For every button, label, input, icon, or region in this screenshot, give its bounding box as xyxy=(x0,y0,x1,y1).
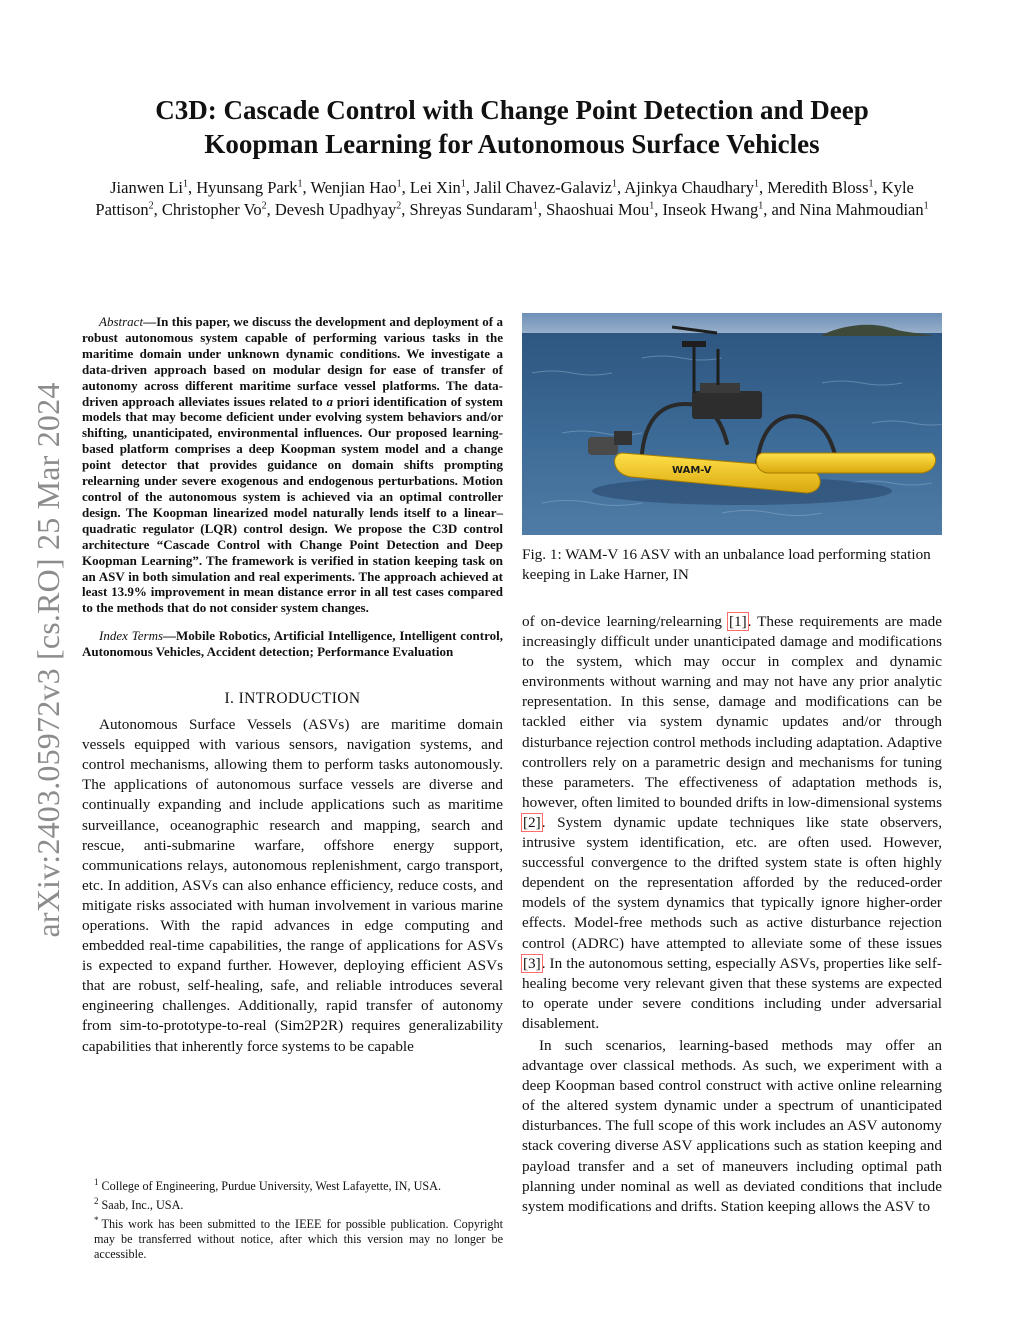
author-affiliation-mark: 1 xyxy=(868,178,874,190)
boat-photo-illustration xyxy=(522,313,942,535)
index-terms-label: Index Terms xyxy=(99,628,164,644)
footnote-text-2: Saab, Inc., USA. xyxy=(101,1198,184,1213)
footnote-affiliation-2 xyxy=(82,1194,503,1213)
author-affiliation-mark: 1 xyxy=(923,200,929,212)
author-affiliation-mark: 2 xyxy=(261,200,267,212)
author-name: Wenjian Hao xyxy=(310,178,397,197)
author-name: Meredith Bloss xyxy=(767,178,869,197)
right-p1-text-a: of on-device learning/relearning xyxy=(522,613,728,630)
author-name: Christopher Vo xyxy=(161,200,262,219)
left-column xyxy=(82,314,503,1057)
citation-link-3[interactable]: [3] xyxy=(523,954,541,972)
author-affiliation-mark: 1 xyxy=(183,178,188,190)
author-affiliation-mark: 1 xyxy=(460,178,466,190)
citation-link-1[interactable]: [1] xyxy=(728,613,747,630)
author-name: Hyunsang Park xyxy=(196,178,298,197)
author-affiliation-mark: 1 xyxy=(753,178,759,190)
author-affiliation-mark: 1 xyxy=(649,200,655,212)
figure-wamv-photo xyxy=(522,313,942,535)
author-list: Jianwen Li$^1$, Hyunsang Park$^1$, Wenjian Hao$^1$, Lei Xin$^1$, Jalil Chavez-Galaviz$^1$, Ajinkya Chaudhary$^1$, Meredith Bloss$^1$, Kyle Pattison$^2$, Christopher Vo$^2$, Devesh Upadhyay$^2$, Shreyas Sundaram$^1$, Shaoshuai Mou$^1$, Inseok Hwang$^1$, and Nina Mahmoudian$^1$ xyxy=(95,178,929,219)
footnote-ieee-notice xyxy=(82,1213,503,1262)
footnote-mark-1: 1 xyxy=(94,1177,99,1187)
right-paragraph-1 xyxy=(522,612,942,1034)
author-name: Devesh Upadhyay xyxy=(274,200,397,219)
author-affiliation-mark: 1 xyxy=(611,178,617,190)
right-paragraph-2: In such scenarios, learning-based methods may offer an advantage over classical methods. As such, we experiment with a deep Koopman based control construct with active online relearning of the altered system dynamic under a spectrum of unanticipated disturbances. The full scope of this work includes an ASV autonomy stack covering diverse ASV applications such as station keeping and payload transfer and a set of maneuvers including optimal path planning under nominal as well as deviated conditions that include system modifications and drifts. Station keeping allows the ASV to xyxy=(522,1036,942,1215)
footnotes xyxy=(82,1175,503,1262)
author-affiliation-mark: 1 xyxy=(532,200,538,212)
author-name: Jianwen Li xyxy=(110,178,183,197)
abstract-text-part2: priori identification of system models that may become deficient under evolving system behaviors and/or shifting, unanticipated, environmental influences. Our proposed learning-based platform comprises a deep Koopman system model and a change point detector that provides guidance on domain shifts prompting relearning under severe exogenous and endogenous perturbations. Motion control of the autonomous system is achieved via an optimal controller design. The Koopman linearized model naturally lends itself to a linear–quadratic regulator (LQR) control design. We propose the C3D control architecture “Cascade Control with Change Point Detection and Deep Koopman Learning”. The framework is verified in station keeping task on an ASV in both simulation and real experiments. The approach achieved at least 13.9% improvement in mean distance error in all test cases compared to the methods that do not consider system changes. xyxy=(82,393,503,616)
author-name: Inseok Hwang xyxy=(662,200,759,219)
abstract-emphasis: a xyxy=(326,393,333,409)
introduction-paragraph: Autonomous Surface Vessels (ASVs) are maritime domain vessels equipped with various sensors, navigation systems, and control mechanisms, allowing them to perform tasks autonomously. The applications of autonomous surface vessels are diverse and continually expanding and include applications such as maritime surveillance, oceanographic research and mapping, search and rescue, anti-submarine warfare, offshore energy support, communications relays, autonomous replenishment, cargo transport, etc. In addition, ASVs can also enhance efficiency, reduce costs, and mitigate risks associated with human involvement in various marine operations. With the rapid advances in edge computing and embedded real-time capabilities, the range of applications for ASVs is expected to expand further. However, deploying efficient ASVs that are robust, self-healing, safe, and reliable introduces several engineering challenges. Additionally, rapid transfer of autonomy from sim-to-prototype-to-real (Sim2P2R) requires generalizability capabilities that inherently force systems to be capable xyxy=(82,716,503,1055)
paper-title: C3D: Cascade Control with Change Point Detection and Deep Koopman Learning for Autonomous Surface Vehicles xyxy=(155,95,869,159)
right-column-figure xyxy=(522,313,942,585)
footnote-text-3: This work has been submitted to the IEEE for possible publication. Copyright may be transferred without notice, after which this version may no longer be accessible. xyxy=(94,1217,503,1261)
author-name: Nina Mahmoudian xyxy=(799,200,924,219)
author-name: Shreyas Sundaram xyxy=(409,200,533,219)
citation-link-2[interactable]: [2] xyxy=(523,813,541,831)
footnote-mark-2: 2 xyxy=(94,1195,99,1206)
author-affiliation-mark: 2 xyxy=(148,200,154,212)
footnote-mark-3: * xyxy=(94,1214,99,1225)
author-name: Lei Xin xyxy=(409,178,461,197)
author-affiliation-mark: 1 xyxy=(758,200,764,212)
figure-caption: Fig. 1: WAM-V 16 ASV with an unbalance load performing station keeping in Lake Harner, IN xyxy=(522,546,931,583)
index-terms xyxy=(82,628,503,660)
footnote-text-1: College of Engineering, Purdue University, West Lafayette, IN, USA. xyxy=(101,1179,442,1194)
index-terms-text: —Mobile Robotics, Artificial Intelligence, Intelligent control, Autonomous Vehicles, Accident detection; Performance Evaluation xyxy=(82,628,503,660)
author-name: Kyle Pattison xyxy=(95,178,914,219)
section-heading-introduction: I. INTRODUCTION xyxy=(224,690,361,708)
right-p1-text-b: . These requirements are made increasingly difficult under unanticipated damage and modifications to the system, which may occur in complex and dynamic environments without warning and may not have any prior analytic representation. In this sense, damage and modifications can be tackled either via system dynamic updates and/or through disturbance rejection control methods including adaptation. Adaptive controllers rely on a parametric design and mechanisms for tuning these parameters. The effectiveness of adaptation methods is, however, often limited to bounded drifts in low-dimensional systems xyxy=(522,613,942,811)
right-p1-text-d: . In the autonomous setting, especially ASVs, properties like self-healing become very relevant given that these systems are expected to operate under severe conditions including under adversarial disablement. xyxy=(522,954,942,1032)
author-affiliation-mark: 2 xyxy=(396,200,402,212)
right-column-text xyxy=(522,612,942,1217)
abstract-label: Abstract xyxy=(99,314,144,329)
abstract xyxy=(82,314,503,616)
abstract-text-part1: —In this paper, we discuss the development and deployment of a robust autonomous system capable of performing various tasks in the maritime domain under unknown dynamic conditions. We investigate a data-driven approach based on modular design for ease of transfer of autonomy across different maritime surface vessel platforms. The data-driven approach alleviates issues related to xyxy=(82,314,503,409)
author-name: Shaoshuai Mou xyxy=(546,200,650,219)
author-affiliation-mark: 1 xyxy=(396,178,402,190)
author-name: Jalil Chavez-Galaviz xyxy=(474,178,612,197)
pontoon-logo: WAM-V xyxy=(672,465,712,476)
author-name: Ajinkya Chaudhary xyxy=(624,178,754,197)
arxiv-identifier: arXiv:2403.05972v3 [cs.RO] 25 Mar 2024 xyxy=(30,382,66,938)
right-p1-text-c: . System dynamic update techniques like state observers, intrusive system identification, etc. are often used. However, successful convergence to the drifted system state is often highly dependent on the representation afforded by the reduced-order models of the system dynamics that typically ignore higher-order effects. Model-free methods such as active disturbance rejection control (ADRC) have attempted to alleviate some of these issues xyxy=(522,813,942,952)
footnote-affiliation-1 xyxy=(82,1175,503,1194)
author-affiliation-mark: 1 xyxy=(297,178,303,190)
